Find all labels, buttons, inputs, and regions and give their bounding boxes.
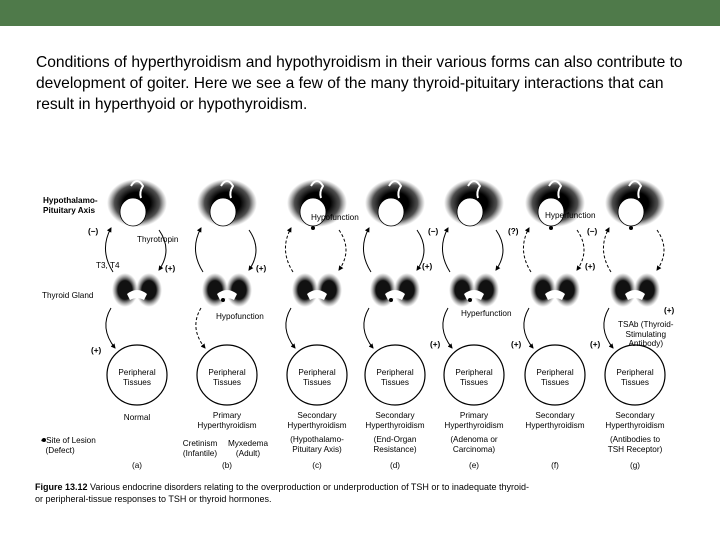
panel-d-condition: Secondary Hyperthyroidism xyxy=(365,411,425,430)
lesion-dot-d xyxy=(389,298,393,302)
axis-label: Hypothalamo- Pituitary Axis xyxy=(43,196,98,215)
lesion-dot-g xyxy=(629,226,633,230)
arrow-hormone-f xyxy=(524,308,533,348)
thyroid-right-lobe-f xyxy=(554,273,580,307)
panel-c-tissue: Peripheral Tissues xyxy=(298,368,336,387)
panel-c-detail: (Hypothalamo- Pituitary Axis) xyxy=(290,435,344,454)
panel-d-tissue: Peripheral Tissues xyxy=(376,368,414,387)
pituitary-hyperfunction-label: Hyperfunction xyxy=(545,211,596,220)
panel-e-tissue: Peripheral Tissues xyxy=(455,368,493,387)
thyroid-left-lobe-c xyxy=(292,273,318,307)
thyroid-right-lobe-d xyxy=(394,273,420,307)
sign-e-plus-top: (+) xyxy=(422,262,433,271)
panel-e-condition: Primary Hyperthyroidism xyxy=(444,411,504,430)
arrow-feedback-f xyxy=(523,228,531,272)
sign-e-plus-bottom: (+) xyxy=(511,340,522,349)
sign-f-question: (?) xyxy=(508,227,519,236)
panel-f-letter: (f) xyxy=(551,461,559,470)
panel-a-tissue: Peripheral Tissues xyxy=(118,368,156,387)
panel-a-condition: Normal xyxy=(123,413,151,422)
arrow-feedback-e xyxy=(442,228,450,272)
lesion-dot-c xyxy=(311,226,315,230)
panel-c-condition: Secondary Hyperthyroidism xyxy=(287,411,347,430)
gland-hyperfunction-label: Hyperfunction xyxy=(461,309,512,318)
thyroid-right-lobe-e xyxy=(473,273,499,307)
panel-d-detail: (End-Organ Resistance) xyxy=(373,435,417,454)
arrow-hormone-a xyxy=(106,308,115,348)
panel-a-letter: (a) xyxy=(131,461,143,470)
panel-b-myxedema: Myxedema (Adult) xyxy=(227,439,269,458)
sign-a-plus: (+) xyxy=(165,264,176,273)
lesion-dot-f xyxy=(549,226,553,230)
panel-f-tissue: Peripheral Tissues xyxy=(536,368,574,387)
pituitary-e xyxy=(457,198,483,226)
t3t4-label: T3, T4 xyxy=(96,261,120,270)
panel-e-detail: (Adenoma or Carcinoma) xyxy=(450,435,498,454)
thyroid-left-lobe-b xyxy=(202,273,228,307)
sign-g-plus-top: (+) xyxy=(664,306,675,315)
arrow-feedback-d xyxy=(363,228,371,272)
panel-g-letter: (g) xyxy=(629,461,641,470)
panel-c-letter: (c) xyxy=(312,461,322,470)
sign-d-minus: (−) xyxy=(428,227,439,236)
thyroid-right-lobe-g xyxy=(634,273,660,307)
slide-header-bar xyxy=(0,0,720,26)
thyroid-left-lobe-f xyxy=(530,273,556,307)
site-of-lesion-label: • Site of Lesion (Defect) xyxy=(41,436,96,455)
panel-b-condition: Primary Hyperthyroidism xyxy=(197,411,257,430)
lesion-dot-e xyxy=(468,298,472,302)
figure-caption xyxy=(35,481,685,505)
arrow-feedback-g xyxy=(603,228,611,272)
tsab-label: TSAb (Thyroid- Stimulating Antibody) xyxy=(618,320,674,348)
thyroid-left-lobe-g xyxy=(610,273,636,307)
panel-b-cretinism: Cretinism (Infantile) xyxy=(182,439,218,458)
thyroid-right-lobe-a xyxy=(136,273,162,307)
arrow-feedback-b xyxy=(195,228,203,272)
gland-hypofunction-label: Hypofunction xyxy=(216,312,264,321)
figure-caption-text: Various endocrine disorders relating to the overproduction or underproduction of TSH or to inadequate thyroid- or peripheral-tissue responses to TSH or thyroid hormones. xyxy=(35,482,529,504)
arrow-hormone-c xyxy=(286,308,295,348)
sign-g-minus: (−) xyxy=(587,227,598,236)
arrow-feedback-c xyxy=(285,228,293,272)
arrow-hormone-e xyxy=(443,308,452,348)
arrow-tsh-c xyxy=(339,230,346,270)
pituitary-b xyxy=(210,198,236,226)
endocrine-figure xyxy=(34,168,686,518)
sign-d-plus-bottom: (+) xyxy=(430,340,441,349)
thyroid-right-lobe-c xyxy=(316,273,342,307)
arrow-hormone-d xyxy=(364,308,373,348)
thyroid-left-lobe-e xyxy=(449,273,475,307)
thyrotropin-label: Thyrotropin xyxy=(137,235,179,244)
thyroid-left-lobe-d xyxy=(370,273,396,307)
arrow-tsh-e xyxy=(496,230,503,270)
arrow-tsh-b xyxy=(249,230,256,270)
pituitary-d xyxy=(378,198,404,226)
plus-label-left: (+) xyxy=(91,346,102,355)
panel-g-condition: Secondary Hyperthyroidism xyxy=(605,411,665,430)
panel-g-tissue: Peripheral Tissues xyxy=(616,368,654,387)
arrow-hormone-g xyxy=(604,308,613,348)
thyroid-gland-label: Thyroid Gland xyxy=(42,291,94,300)
arrow-hormone-b xyxy=(196,308,205,348)
panel-g-detail: (Antibodies to TSH Receptor) xyxy=(607,435,663,454)
pituitary-hypofunction-label: Hypofunction xyxy=(311,213,359,222)
panel-b-tissue: Peripheral Tissues xyxy=(208,368,246,387)
slide-intro-text: Conditions of hyperthyroidism and hypothyroidism in their various forms can also contribute to development of goiter. Here we see a few of the many thyroid-pituitary interactions that can result in hyperthyoid or hypothyroidism. xyxy=(36,54,683,113)
panel-d-letter: (d) xyxy=(389,461,401,470)
sign-g-plus-bottom: (+) xyxy=(585,262,596,271)
pituitary-g xyxy=(618,198,644,226)
thyroid-right-lobe-b xyxy=(226,273,252,307)
minus-label: (−) xyxy=(88,227,99,236)
panel-e-letter: (e) xyxy=(468,461,480,470)
arrow-tsh-f xyxy=(577,230,584,270)
pituitary-a xyxy=(120,198,146,226)
sign-f-plus-bottom: (+) xyxy=(590,340,601,349)
thyroid-left-lobe-a xyxy=(112,273,138,307)
panel-b-letter: (b) xyxy=(221,461,233,470)
panel-f-condition: Secondary Hyperthyroidism xyxy=(525,411,585,430)
arrow-tsh-g xyxy=(657,230,664,270)
lesion-dot-b xyxy=(221,298,225,302)
figure-caption-label: Figure 13.12 xyxy=(35,482,88,492)
sign-b-plus: (+) xyxy=(256,264,267,273)
